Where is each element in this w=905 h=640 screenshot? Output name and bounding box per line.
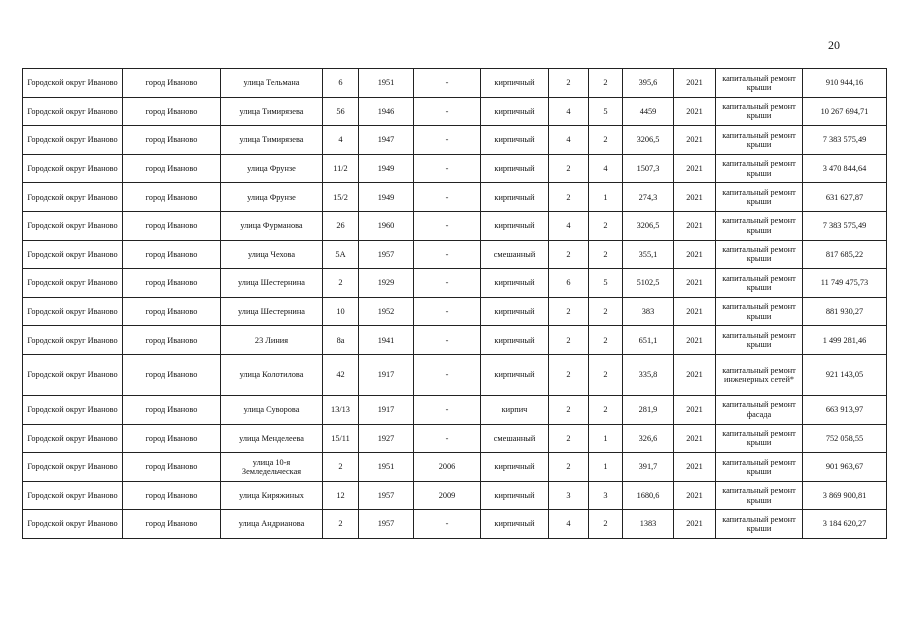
cell-cost: 901 963,67 — [803, 453, 887, 482]
cell-area: 1383 — [623, 510, 674, 539]
cell-year-reconstruction: - — [414, 269, 481, 298]
table-row — [23, 453, 887, 482]
cell-street: улица Фурманова — [221, 211, 323, 240]
cell-wall-material: кирпичный — [481, 510, 549, 539]
cell-area: 335,8 — [623, 354, 674, 395]
cell-city: город Иваново — [123, 126, 221, 155]
cell-work-type: капитальный ремонт крыши — [716, 297, 803, 326]
cell-house-number: 4 — [323, 126, 359, 155]
cell-work-type: капитальный ремонт крыши — [716, 424, 803, 453]
cell-floors: 2 — [549, 354, 589, 395]
cell-house-number: 56 — [323, 97, 359, 126]
cell-city: город Иваново — [123, 481, 221, 510]
cell-work-type: капитальный ремонт крыши — [716, 183, 803, 212]
cell-municipality: Городской округ Иваново — [23, 97, 123, 126]
cell-entrances: 2 — [589, 395, 623, 424]
cell-plan-year: 2021 — [674, 126, 716, 155]
cell-cost: 1 499 281,46 — [803, 326, 887, 355]
table-row — [23, 395, 887, 424]
cell-year-reconstruction: - — [414, 326, 481, 355]
cell-wall-material: кирпичный — [481, 211, 549, 240]
cell-street: улица Шестернина — [221, 297, 323, 326]
cell-entrances: 1 — [589, 183, 623, 212]
cell-floors: 2 — [549, 326, 589, 355]
cell-city: город Иваново — [123, 354, 221, 395]
cell-municipality: Городской округ Иваново — [23, 297, 123, 326]
cell-year-built: 1951 — [359, 69, 414, 98]
cell-year-built: 1917 — [359, 395, 414, 424]
cell-year-reconstruction: - — [414, 297, 481, 326]
cell-wall-material: кирпичный — [481, 69, 549, 98]
cell-city: город Иваново — [123, 297, 221, 326]
cell-street: улица Тельмана — [221, 69, 323, 98]
housing-repair-table — [22, 68, 887, 539]
cell-floors: 4 — [549, 126, 589, 155]
cell-cost: 3 470 844,64 — [803, 154, 887, 183]
cell-year-reconstruction: - — [414, 69, 481, 98]
cell-city: город Иваново — [123, 395, 221, 424]
cell-city: город Иваново — [123, 269, 221, 298]
cell-entrances: 2 — [589, 69, 623, 98]
cell-cost: 663 913,97 — [803, 395, 887, 424]
cell-cost: 11 749 475,73 — [803, 269, 887, 298]
cell-year-reconstruction: - — [414, 126, 481, 155]
cell-plan-year: 2021 — [674, 183, 716, 212]
cell-entrances: 2 — [589, 240, 623, 269]
cell-year-built: 1947 — [359, 126, 414, 155]
cell-plan-year: 2021 — [674, 211, 716, 240]
cell-work-type: капитальный ремонт крыши — [716, 126, 803, 155]
cell-area: 5102,5 — [623, 269, 674, 298]
cell-wall-material: кирпичный — [481, 97, 549, 126]
cell-work-type: капитальный ремонт крыши — [716, 481, 803, 510]
cell-house-number: 6 — [323, 69, 359, 98]
table-row — [23, 126, 887, 155]
cell-house-number: 2 — [323, 510, 359, 539]
cell-year-built: 1952 — [359, 297, 414, 326]
cell-city: город Иваново — [123, 211, 221, 240]
cell-house-number: 42 — [323, 354, 359, 395]
cell-cost: 3 184 620,27 — [803, 510, 887, 539]
cell-entrances: 1 — [589, 424, 623, 453]
cell-wall-material: кирпичный — [481, 453, 549, 482]
cell-floors: 3 — [549, 481, 589, 510]
table-row — [23, 240, 887, 269]
cell-year-reconstruction: 2006 — [414, 453, 481, 482]
cell-wall-material: кирпичный — [481, 481, 549, 510]
cell-wall-material: смешанный — [481, 240, 549, 269]
cell-street: улица Тимирязева — [221, 126, 323, 155]
cell-year-built: 1951 — [359, 453, 414, 482]
cell-house-number: 12 — [323, 481, 359, 510]
cell-floors: 2 — [549, 154, 589, 183]
cell-wall-material: кирпичный — [481, 269, 549, 298]
cell-municipality: Городской округ Иваново — [23, 240, 123, 269]
cell-city: город Иваново — [123, 154, 221, 183]
cell-wall-material: смешанный — [481, 424, 549, 453]
cell-work-type: капитальный ремонт крыши — [716, 269, 803, 298]
cell-cost: 817 685,22 — [803, 240, 887, 269]
cell-work-type: капитальный ремонт инженерных сетей* — [716, 354, 803, 395]
page-number: 20 — [828, 38, 840, 52]
cell-street: 23 Линия — [221, 326, 323, 355]
cell-municipality: Городской округ Иваново — [23, 269, 123, 298]
cell-house-number: 15/2 — [323, 183, 359, 212]
cell-year-reconstruction: - — [414, 510, 481, 539]
cell-entrances: 3 — [589, 481, 623, 510]
cell-plan-year: 2021 — [674, 69, 716, 98]
cell-cost: 10 267 694,71 — [803, 97, 887, 126]
cell-street: улица 10-я Земледельческая — [221, 453, 323, 482]
cell-year-built: 1957 — [359, 481, 414, 510]
cell-floors: 4 — [549, 510, 589, 539]
cell-entrances: 5 — [589, 269, 623, 298]
cell-city: город Иваново — [123, 69, 221, 98]
cell-work-type: капитальный ремонт крыши — [716, 97, 803, 126]
cell-cost: 7 383 575,49 — [803, 126, 887, 155]
table-row — [23, 269, 887, 298]
cell-street: улица Суворова — [221, 395, 323, 424]
cell-work-type: капитальный ремонт крыши — [716, 326, 803, 355]
cell-street: улица Андрианова — [221, 510, 323, 539]
cell-cost: 631 627,87 — [803, 183, 887, 212]
cell-year-reconstruction: - — [414, 424, 481, 453]
cell-area: 383 — [623, 297, 674, 326]
cell-plan-year: 2021 — [674, 424, 716, 453]
cell-entrances: 2 — [589, 510, 623, 539]
cell-house-number: 5А — [323, 240, 359, 269]
cell-street: улица Менделеева — [221, 424, 323, 453]
cell-house-number: 15/11 — [323, 424, 359, 453]
cell-city: город Иваново — [123, 326, 221, 355]
cell-plan-year: 2021 — [674, 326, 716, 355]
cell-house-number: 10 — [323, 297, 359, 326]
cell-year-built: 1949 — [359, 154, 414, 183]
cell-floors: 2 — [549, 395, 589, 424]
cell-municipality: Городской округ Иваново — [23, 510, 123, 539]
cell-street: улица Чехова — [221, 240, 323, 269]
cell-year-built: 1941 — [359, 326, 414, 355]
cell-floors: 4 — [549, 97, 589, 126]
cell-year-reconstruction: - — [414, 240, 481, 269]
cell-year-built: 1957 — [359, 510, 414, 539]
cell-city: город Иваново — [123, 424, 221, 453]
cell-municipality: Городской округ Иваново — [23, 326, 123, 355]
cell-year-built: 1917 — [359, 354, 414, 395]
cell-house-number: 2 — [323, 269, 359, 298]
cell-house-number: 8а — [323, 326, 359, 355]
cell-cost: 881 930,27 — [803, 297, 887, 326]
cell-city: город Иваново — [123, 97, 221, 126]
cell-city: город Иваново — [123, 183, 221, 212]
cell-plan-year: 2021 — [674, 97, 716, 126]
cell-area: 3206,5 — [623, 126, 674, 155]
cell-entrances: 1 — [589, 453, 623, 482]
cell-municipality: Городской округ Иваново — [23, 69, 123, 98]
cell-municipality: Городской округ Иваново — [23, 183, 123, 212]
cell-house-number: 2 — [323, 453, 359, 482]
cell-area: 326,6 — [623, 424, 674, 453]
cell-municipality: Городской округ Иваново — [23, 154, 123, 183]
cell-cost: 752 058,55 — [803, 424, 887, 453]
table-row — [23, 154, 887, 183]
cell-work-type: капитальный ремонт крыши — [716, 453, 803, 482]
table-row — [23, 211, 887, 240]
cell-cost: 3 869 900,81 — [803, 481, 887, 510]
cell-plan-year: 2021 — [674, 481, 716, 510]
cell-city: город Иваново — [123, 510, 221, 539]
cell-cost: 921 143,05 — [803, 354, 887, 395]
cell-house-number: 26 — [323, 211, 359, 240]
cell-year-built: 1949 — [359, 183, 414, 212]
cell-wall-material: кирпичный — [481, 183, 549, 212]
cell-area: 651,1 — [623, 326, 674, 355]
table-row — [23, 326, 887, 355]
cell-floors: 6 — [549, 269, 589, 298]
cell-municipality: Городской округ Иваново — [23, 126, 123, 155]
cell-wall-material: кирпичный — [481, 354, 549, 395]
cell-plan-year: 2021 — [674, 240, 716, 269]
table-row — [23, 97, 887, 126]
table-row — [23, 183, 887, 212]
cell-year-reconstruction: - — [414, 211, 481, 240]
cell-year-reconstruction: - — [414, 97, 481, 126]
cell-plan-year: 2021 — [674, 453, 716, 482]
cell-house-number: 11/2 — [323, 154, 359, 183]
cell-year-built: 1927 — [359, 424, 414, 453]
cell-municipality: Городской округ Иваново — [23, 481, 123, 510]
cell-work-type: капитальный ремонт крыши — [716, 154, 803, 183]
cell-entrances: 4 — [589, 154, 623, 183]
table-row — [23, 297, 887, 326]
cell-municipality: Городской округ Иваново — [23, 354, 123, 395]
cell-municipality: Городской округ Иваново — [23, 395, 123, 424]
cell-plan-year: 2021 — [674, 154, 716, 183]
cell-cost: 910 944,16 — [803, 69, 887, 98]
cell-street: улица Тимирязева — [221, 97, 323, 126]
cell-wall-material: кирпичный — [481, 297, 549, 326]
cell-year-built: 1960 — [359, 211, 414, 240]
cell-municipality: Городской округ Иваново — [23, 211, 123, 240]
cell-street: улица Фрунзе — [221, 183, 323, 212]
cell-work-type: капитальный ремонт фасада — [716, 395, 803, 424]
cell-year-reconstruction: - — [414, 395, 481, 424]
cell-year-reconstruction: - — [414, 183, 481, 212]
cell-entrances: 5 — [589, 97, 623, 126]
cell-area: 3206,5 — [623, 211, 674, 240]
cell-cost: 7 383 575,49 — [803, 211, 887, 240]
cell-floors: 2 — [549, 453, 589, 482]
cell-floors: 4 — [549, 211, 589, 240]
cell-work-type: капитальный ремонт крыши — [716, 211, 803, 240]
cell-plan-year: 2021 — [674, 297, 716, 326]
cell-city: город Иваново — [123, 453, 221, 482]
cell-city: город Иваново — [123, 240, 221, 269]
cell-floors: 2 — [549, 297, 589, 326]
cell-entrances: 2 — [589, 126, 623, 155]
cell-wall-material: кирпичный — [481, 154, 549, 183]
cell-year-built: 1957 — [359, 240, 414, 269]
cell-municipality: Городской округ Иваново — [23, 424, 123, 453]
cell-street: улица Шестернина — [221, 269, 323, 298]
cell-entrances: 2 — [589, 354, 623, 395]
cell-work-type: капитальный ремонт крыши — [716, 510, 803, 539]
cell-wall-material: кирпич — [481, 395, 549, 424]
cell-house-number: 13/13 — [323, 395, 359, 424]
cell-entrances: 2 — [589, 297, 623, 326]
table-row — [23, 69, 887, 98]
cell-year-reconstruction: - — [414, 354, 481, 395]
cell-municipality: Городской округ Иваново — [23, 453, 123, 482]
cell-floors: 2 — [549, 69, 589, 98]
cell-area: 1507,3 — [623, 154, 674, 183]
cell-street: улица Киряжиных — [221, 481, 323, 510]
cell-area: 391,7 — [623, 453, 674, 482]
cell-year-reconstruction: 2009 — [414, 481, 481, 510]
table-row — [23, 424, 887, 453]
cell-year-built: 1946 — [359, 97, 414, 126]
cell-work-type: капитальный ремонт крыши — [716, 240, 803, 269]
table-row — [23, 354, 887, 395]
cell-plan-year: 2021 — [674, 269, 716, 298]
cell-street: улица Колотилова — [221, 354, 323, 395]
cell-area: 4459 — [623, 97, 674, 126]
cell-area: 281,9 — [623, 395, 674, 424]
table-body — [23, 69, 887, 539]
cell-plan-year: 2021 — [674, 395, 716, 424]
cell-area: 1680,6 — [623, 481, 674, 510]
table-row — [23, 481, 887, 510]
cell-plan-year: 2021 — [674, 354, 716, 395]
cell-street: улица Фрунзе — [221, 154, 323, 183]
cell-wall-material: кирпичный — [481, 126, 549, 155]
table-row — [23, 510, 887, 539]
cell-entrances: 2 — [589, 326, 623, 355]
cell-area: 395,6 — [623, 69, 674, 98]
cell-area: 274,3 — [623, 183, 674, 212]
cell-floors: 2 — [549, 183, 589, 212]
cell-floors: 2 — [549, 424, 589, 453]
cell-floors: 2 — [549, 240, 589, 269]
cell-year-reconstruction: - — [414, 154, 481, 183]
cell-work-type: капитальный ремонт крыши — [716, 69, 803, 98]
cell-entrances: 2 — [589, 211, 623, 240]
cell-area: 355,1 — [623, 240, 674, 269]
cell-year-built: 1929 — [359, 269, 414, 298]
cell-wall-material: кирпичный — [481, 326, 549, 355]
cell-plan-year: 2021 — [674, 510, 716, 539]
